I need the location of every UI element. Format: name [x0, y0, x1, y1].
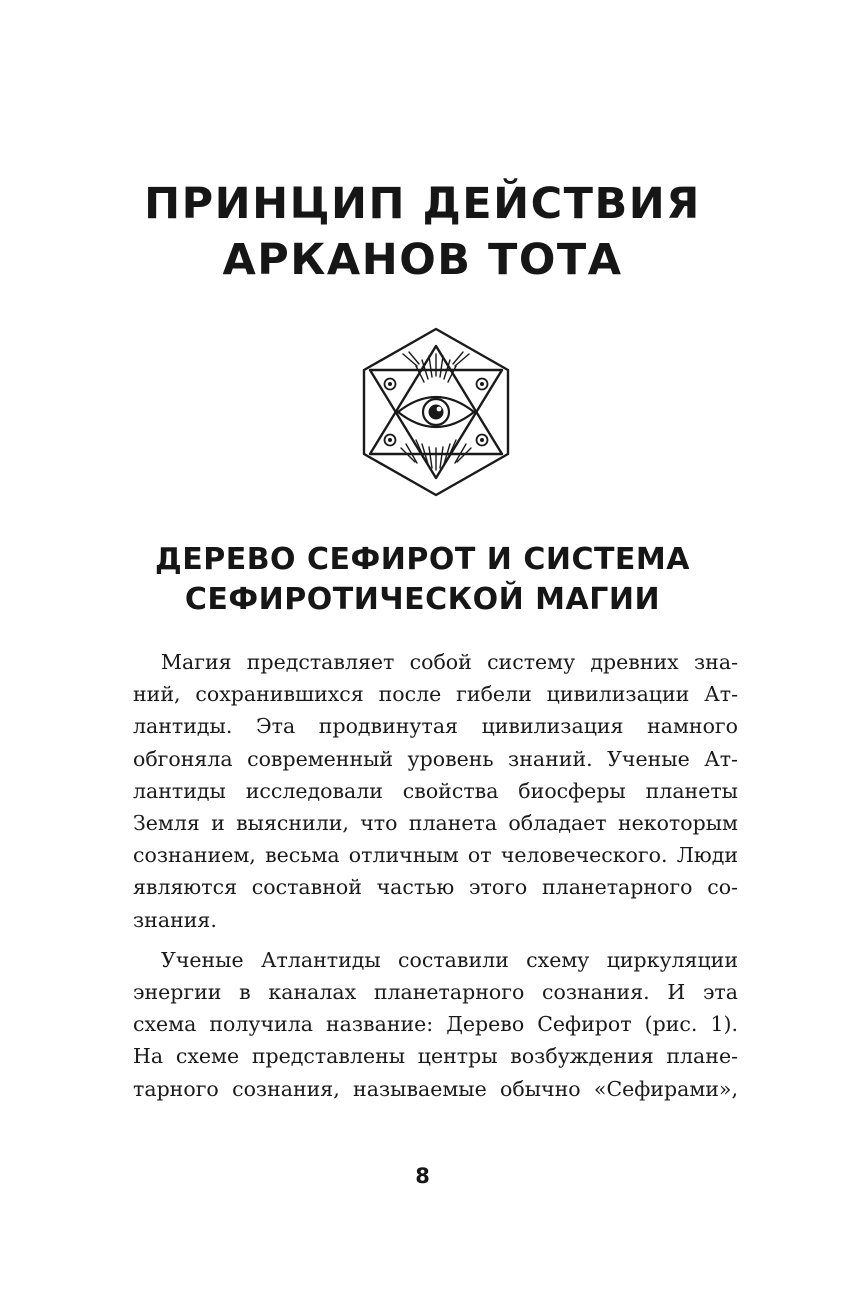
text-line: лантиды исследовали свойства биосферы планеты	[133, 778, 738, 803]
page-number: 8	[415, 1164, 430, 1188]
text-line: ний, сохранившихся после гибели цивилизации Ат-	[133, 682, 738, 707]
body-text	[133, 646, 738, 1113]
paragraph	[133, 944, 738, 1105]
text-line: Земля и выяснили, что планета обладает некоторым	[133, 811, 738, 836]
text-line: Магия представляет собой систему древних зна-	[161, 650, 738, 674]
text-line: энергии в каналах планетарного сознания. И эта	[133, 980, 738, 1005]
hexagram-eye-icon	[361, 326, 511, 498]
paragraph	[133, 646, 738, 936]
section-title	[0, 540, 845, 620]
chapter-title-line: ПРИНЦИП ДЕЙСТВИЯ	[144, 179, 701, 229]
text-line: обгоняла современный уровень знаний. Ученые Ат-	[133, 746, 738, 771]
text-line: сознанием, весьма отличным от человеческого. Люди	[133, 843, 738, 868]
chapter-title-line: АРКАНОВ ТОТА	[222, 235, 623, 285]
text-line: Ученые Атлантиды составили схему циркуляции	[161, 947, 738, 972]
chapter-title	[0, 176, 845, 288]
text-line: знания.	[133, 907, 217, 932]
section-title-line: ДЕРЕВО СЕФИРОТ И СИСТЕМА	[155, 542, 690, 577]
section-title-line: СЕФИРОТИЧЕСКОЙ МАГИИ	[184, 582, 661, 617]
text-line: тарного сознания, называемые обычно «Сефирами»,	[133, 1076, 738, 1101]
text-line: лантиды. Эта продвинутая цивилизация намного	[133, 714, 738, 739]
text-line: схема получила название: Дерево Сефирот (рис. 1).	[133, 1012, 738, 1037]
text-line: На схеме представлены центры возбуждения плане-	[133, 1044, 738, 1069]
text-line: являются составной частью этого планетарного со-	[133, 875, 738, 900]
